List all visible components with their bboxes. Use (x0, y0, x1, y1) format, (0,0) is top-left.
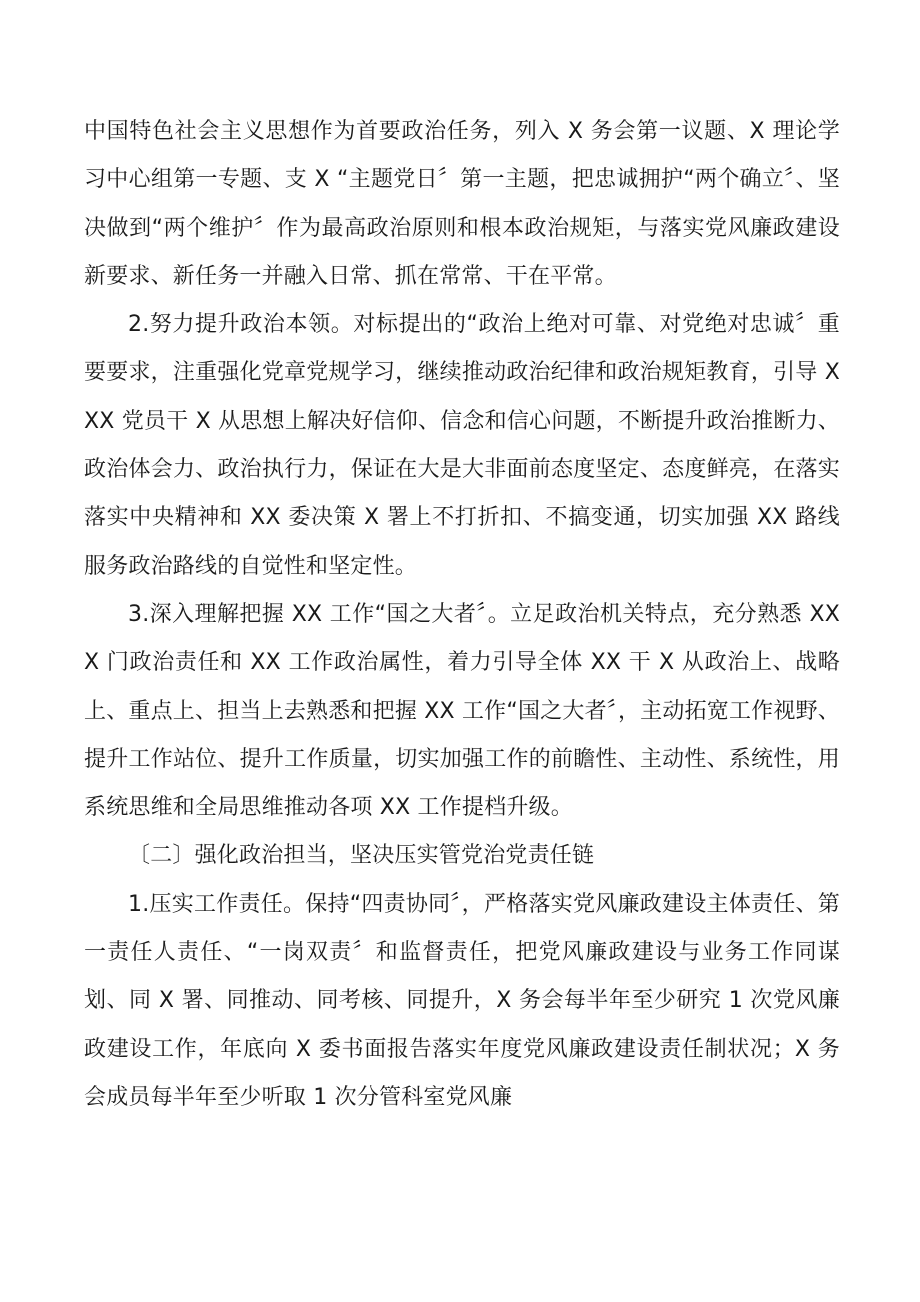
section-heading-2: 〔二〕强化政治担当，坚决压实管党治党责任链 (128, 843, 595, 869)
paragraph-continuation: 中国特色社会主义思想作为首要政治任务，列入 X 务会第一议题、X 理论学习中心组第一专题、支 X “主题党日〞第一主题，把忠诚拥护“两个确立〞、坚决做到“两个维护〞作为最高政治原则和根本政治规矩，与落实党风廉政建设新要求、新任务一并融入日常、抓在常常、干在平常。 (84, 119, 840, 289)
paragraph-item-2-political-ability: 2.努力提升政治本领。对标提出的“政治上绝对可靠、对党绝对忠诚〞重要要求，注重强化党章党规学习，继续推动政治纪律和政治规矩教育，引导 XXX 党员干 X 从思想上解决好信仰、信念和信心问题，不断提升政治推断力、政治体会力、政治执行力，保证在大是大非面前态度坚定、态度鲜亮，在落实落实中央精神和 XX 委决策 X 署上不打折扣、不搞变通，切实加强 XX 路线服务政治路线的自觉性和坚定性。 (84, 312, 840, 579)
document-body (84, 108, 840, 1122)
paragraph-item-1-responsibility: 1.压实工作责任。保持“四责协同〞，严格落实党风廉政建设主体责任、第一责任人责任、“一岗双责〞和监督责任，把党风廉政建设与业务工作同谋划、同 X 署、同推动、同考核、同提升，X 务会每半年至少研究 1 次党风廉政建设工作，年底向 X 委书面报告落实年度党风廉政建设责任制状况；X 务会成员每半年至少听取 1 次分管科室党风廉 (84, 891, 840, 1110)
paragraph-item-3-national-priorities: 3.深入理解把握 XX 工作“国之大者〞。立足政治机关特点，充分熟悉 XXX 门政治责任和 XX 工作政治属性，着力引导全体 XX 干 X 从政治上、战略上、重点上、担当上去熟悉和把握 XX 工作“国之大者〞，主动拓宽工作视野、提升工作站位、提升工作质量，切实加强工作的前瞻性、主动性、系统性，用系统思维和全局思维推动各项 XX 工作提档升级。 (84, 601, 840, 821)
